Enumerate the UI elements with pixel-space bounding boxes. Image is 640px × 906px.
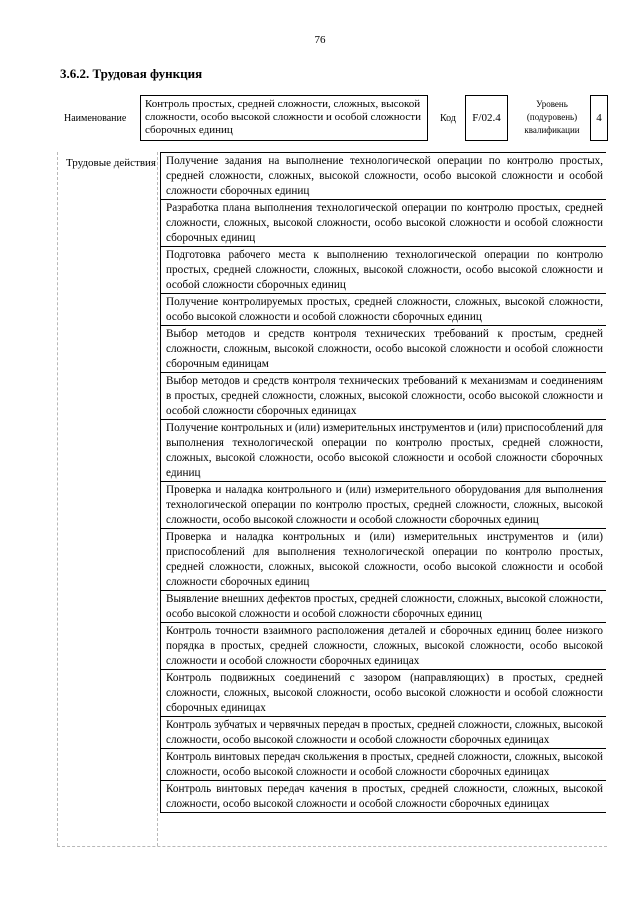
labor-action-item: Контроль точности взаимного расположения деталей и сборочных единиц более низкого порядка в простых, средней сложности, сложных, высокой сложности, особо высокой сложности и особой сложности сборочных единицах	[160, 622, 606, 669]
labor-action-item: Проверка и наладка контрольного и (или) измерительного оборудования для выполнения технологической операции по контролю простых, средней сложности, сложных, высокой сложности, особо высокой сложности и особой сложности сборочных единиц	[160, 481, 606, 528]
function-name-box: Контроль простых, средней сложности, сложных, высокой сложности, особо высокой сложности и особой сложности сборочных единиц	[140, 95, 428, 141]
code-box: F/02.4	[465, 95, 508, 141]
labor-action-item: Контроль зубчатых и червячных передач в простых, средней сложности, сложных, высокой сложности, особо высокой сложности и особой сложности сборочных единицах	[160, 716, 606, 748]
labor-action-item: Выбор методов и средств контроля технических требований к механизмам и соединениям в простых, средней сложности, сложных, высокой сложности, особо высокой сложности и особой сложности сборочных единицах	[160, 372, 606, 419]
qualification-level-label: Уровень (подуровень) квалификации	[524, 99, 580, 135]
labor-action-item: Подготовка рабочего места к выполнению технологической операции по контролю простых, средней сложности, сложных, высокой сложности, особо высокой сложности и особой сложности сборочных единиц	[160, 246, 606, 293]
labor-action-item: Контроль винтовых передач качения в простых, средней сложности, сложных, высокой сложности, особо высокой сложности и особой сложности сборочных единицах	[160, 780, 606, 813]
labor-actions-list	[160, 152, 606, 813]
qualification-level-box: 4	[590, 95, 608, 141]
labor-action-item: Получение контрольных и (или) измерительных инструментов и (или) приспособлений для выполнения технологической операции по контролю простых, средней сложности, сложных, высокой сложности, особо высокой сложности и особой сложности сборочных единиц	[160, 419, 606, 481]
labor-action-item: Получение контролируемых простых, средней сложности, сложных, высокой сложности, особо высокой сложности и особой сложности сборочных единиц	[160, 293, 606, 325]
code-label: Код	[440, 113, 456, 124]
labor-action-item: Контроль подвижных соединений с зазором (направляющих) в простых, средней сложности, сложных, высокой сложности, особо высокой сложности и особой сложности сборочных единицах	[160, 669, 606, 716]
labor-action-item: Получение задания на выполнение технологической операции по контролю простых, средней сложности, сложных, высокой сложности, особо высокой сложности и особой сложности сборочных единиц	[160, 152, 606, 199]
table-bottom-border	[57, 846, 607, 847]
table-column-divider	[157, 152, 158, 846]
page-number: 76	[314, 34, 326, 46]
labor-action-item: Выбор методов и средств контроля технических требований к простым, средней сложности, сложным, высокой сложности, особо высокой сложности и особой сложности сборочным единицам	[160, 325, 606, 372]
labor-actions-label: Трудовые действия	[66, 157, 156, 169]
labor-action-item: Разработка плана выполнения технологической операции по контролю простых, средней сложности, сложных, высокой сложности, особо высокой сложности и особой сложности сборочных единиц	[160, 199, 606, 246]
labor-action-item: Контроль винтовых передач скольжения в простых, средней сложности, сложных, высокой сложности, особо высокой сложности и особой сложности сборочных единицах	[160, 748, 606, 780]
table-left-border	[57, 152, 58, 846]
name-label: Наименование	[64, 113, 127, 124]
labor-action-item: Выявление внешних дефектов простых, средней сложности, сложных, высокой сложности, особо высокой сложности и особой сложности сборочных единиц	[160, 590, 606, 622]
labor-action-item: Проверка и наладка контрольных и (или) измерительных инструментов и (или) приспособлений для выполнения технологической операции по контролю простых, средней сложности, сложных, высокой сложности, особо высокой сложности и особой сложности сборочных единиц	[160, 528, 606, 590]
section-title: 3.6.2. Трудовая функция	[60, 66, 203, 81]
